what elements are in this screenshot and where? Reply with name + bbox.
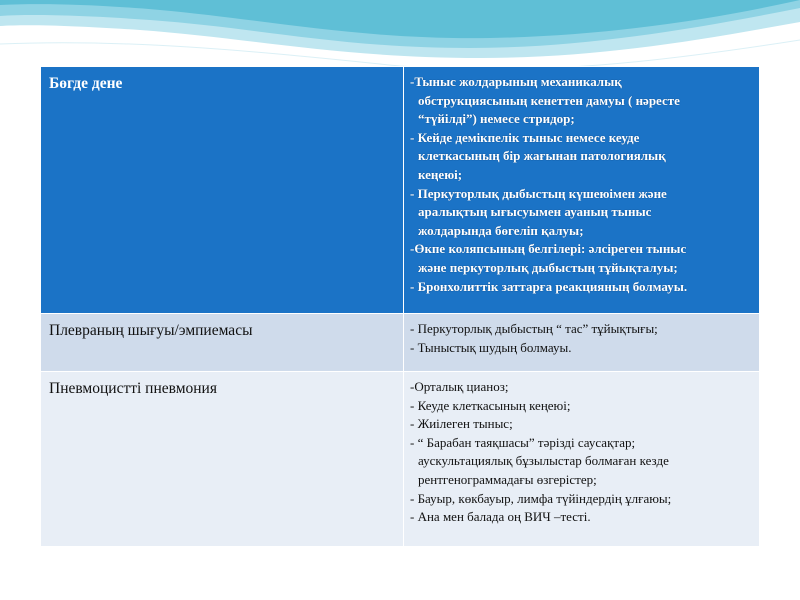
row-label: Бөгде дене — [41, 67, 404, 314]
description-line: клеткасының бір жағынан патологиялық — [418, 148, 666, 164]
description-line: - Перкуторлық дыбыстың “ тас” тұйықтығы; — [410, 321, 658, 336]
description-line: аралықтың ығысуымен ауаның тыныс — [418, 204, 652, 220]
description-line: рентгенограммадағы өзгерістер; — [418, 471, 597, 487]
row-label: Плевраның шығуы/эмпиемасы — [41, 314, 404, 372]
table-row — [41, 67, 760, 314]
description-line: кеңеюі; — [418, 166, 463, 182]
description-line: - Перкуторлық дыбыстың күшеюімен және — [410, 185, 667, 201]
row-label: Пневмоцистті пневмония — [41, 372, 404, 547]
description-line: жолдарында бөгеліп қалуы; — [418, 222, 584, 238]
description-line: - Бауыр, көкбауыр, лимфа түйіндердің ұлғаюы; — [410, 490, 672, 506]
description-line: - “ Барабан таяқшасы” тәрізді саусақтар; — [410, 434, 636, 450]
description-line: - Ана мен балада оң ВИЧ –тесті. — [410, 509, 591, 525]
row-description — [404, 372, 760, 547]
description-line: -Орталық цианоз; — [410, 379, 509, 394]
description-line: - Кейде демікпелік тыныс немесе кеуде — [410, 129, 640, 145]
row-description — [404, 67, 760, 314]
table-row — [41, 372, 760, 547]
description-line: обструкциясының кенеттен дамуы ( нәресте — [418, 92, 680, 108]
row-description — [404, 314, 760, 372]
description-line: -Тыныс жолдарының механикалық — [410, 74, 622, 89]
table-row — [41, 314, 760, 372]
description-line: “түйілді”) немесе стридор; — [418, 111, 575, 127]
description-line: - Бронхолиттік заттарға реакцияның болмауы. — [410, 278, 688, 294]
description-line: аускультациялық бұзылыстар болмаған кезде — [418, 453, 669, 469]
description-line: және перкуторлық дыбыстың тұйықталуы; — [418, 259, 678, 275]
description-line: - Жиілеген тыныс; — [410, 416, 513, 432]
description-line: - Кеуде клеткасының кеңеюі; — [410, 397, 571, 413]
description-line: - Тыныстық шудың болмауы. — [410, 339, 572, 355]
description-line: -Өкпе коляпсының белгілері: әлсіреген тыныс — [410, 241, 687, 257]
decorative-wave-header — [0, 0, 800, 70]
symptoms-table — [40, 66, 760, 547]
